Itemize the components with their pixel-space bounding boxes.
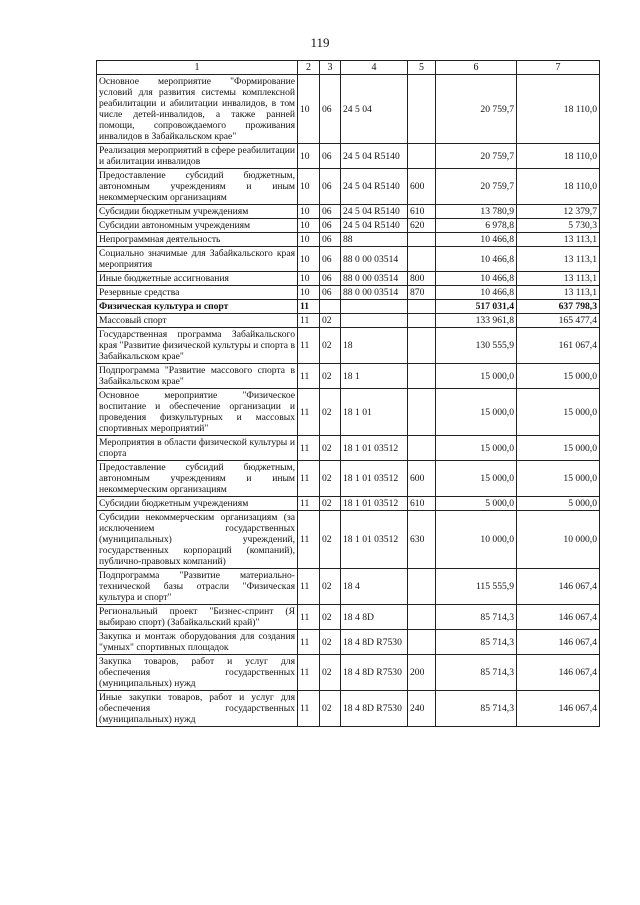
target-article-cell: 24 5 04 R5140 xyxy=(341,144,408,169)
amount-year1-cell: 20 759,7 xyxy=(436,169,517,205)
target-article-cell: 88 0 00 03514 xyxy=(341,272,408,286)
page-number: 119 xyxy=(310,35,330,50)
target-article-cell: 18 xyxy=(341,328,408,364)
table-header-row xyxy=(97,61,600,75)
amount-year1-cell: 6 978,8 xyxy=(436,219,517,233)
target-article-cell: 18 1 xyxy=(341,364,408,389)
amount-year2-cell: 12 379,7 xyxy=(517,205,600,219)
amount-year1-cell: 115 555,9 xyxy=(436,569,517,605)
section-code-cell: 10 xyxy=(298,205,320,219)
target-article-cell: 18 4 8D R7530 xyxy=(341,691,408,727)
subsection-code-cell: 02 xyxy=(320,328,341,364)
table-row xyxy=(97,364,600,389)
row-name-cell: Субсидии автономным учреждениям xyxy=(97,219,298,233)
amount-year2-cell: 18 110,0 xyxy=(517,169,600,205)
row-name-cell: Реализация мероприятий в сфере реабилитации и абилитации инвалидов xyxy=(97,144,298,169)
subsection-code-cell: 06 xyxy=(320,144,341,169)
target-article-cell xyxy=(341,300,408,314)
amount-year1-cell: 10 466,8 xyxy=(436,233,517,247)
table-row xyxy=(97,75,600,144)
subsection-code-cell: 06 xyxy=(320,233,341,247)
table-row xyxy=(97,497,600,511)
section-code-cell: 10 xyxy=(298,247,320,272)
amount-year1-cell: 10 000,0 xyxy=(436,511,517,569)
table-row xyxy=(97,169,600,205)
table-row xyxy=(97,328,600,364)
amount-year2-cell: 13 113,1 xyxy=(517,272,600,286)
amount-year1-cell: 85 714,3 xyxy=(436,691,517,727)
subsection-code-cell: 02 xyxy=(320,630,341,655)
section-code-cell: 10 xyxy=(298,75,320,144)
section-code-cell: 10 xyxy=(298,219,320,233)
amount-year2-cell: 15 000,0 xyxy=(517,364,600,389)
section-code-cell: 11 xyxy=(298,511,320,569)
subsection-code-cell: 06 xyxy=(320,205,341,219)
expense-type-cell xyxy=(408,630,436,655)
expense-type-cell: 200 xyxy=(408,655,436,691)
section-code-cell: 10 xyxy=(298,169,320,205)
amount-year1-cell: 10 466,8 xyxy=(436,247,517,272)
expense-type-cell xyxy=(408,328,436,364)
subsection-code-cell: 06 xyxy=(320,286,341,300)
table-row xyxy=(97,272,600,286)
expense-type-cell xyxy=(408,300,436,314)
amount-year2-cell: 13 113,1 xyxy=(517,286,600,300)
section-code-cell: 11 xyxy=(298,605,320,630)
target-article-cell: 24 5 04 xyxy=(341,75,408,144)
table-row xyxy=(97,286,600,300)
table-row xyxy=(97,389,600,436)
amount-year1-cell: 10 466,8 xyxy=(436,272,517,286)
section-code-cell: 10 xyxy=(298,272,320,286)
target-article-cell: 88 0 00 03514 xyxy=(341,286,408,300)
amount-year1-cell: 15 000,0 xyxy=(436,389,517,436)
column-header: 5 xyxy=(408,61,436,75)
subsection-code-cell: 02 xyxy=(320,461,341,497)
column-header: 1 xyxy=(97,61,298,75)
table-row xyxy=(97,247,600,272)
table-row xyxy=(97,655,600,691)
section-code-cell: 11 xyxy=(298,630,320,655)
expense-type-cell xyxy=(408,389,436,436)
amount-year1-cell: 13 780,9 xyxy=(436,205,517,219)
row-name-cell: Подпрограмма "Развитие массового спорта в Забайкальском крае" xyxy=(97,364,298,389)
amount-year1-cell: 133 961,8 xyxy=(436,314,517,328)
section-code-cell: 11 xyxy=(298,461,320,497)
amount-year2-cell: 15 000,0 xyxy=(517,389,600,436)
row-name-cell: Иные закупки товаров, работ и услуг для обеспечения государственных (муниципальных) нужд xyxy=(97,691,298,727)
row-name-cell: Субсидии бюджетным учреждениям xyxy=(97,205,298,219)
amount-year2-cell: 146 067,4 xyxy=(517,569,600,605)
target-article-cell: 24 5 04 R5140 xyxy=(341,169,408,205)
table-row xyxy=(97,511,600,569)
subsection-code-cell: 02 xyxy=(320,314,341,328)
row-name-cell: Иные бюджетные ассигнования xyxy=(97,272,298,286)
amount-year1-cell: 20 759,7 xyxy=(436,144,517,169)
target-article-cell: 18 1 01 xyxy=(341,389,408,436)
amount-year1-cell: 15 000,0 xyxy=(436,436,517,461)
amount-year2-cell: 161 067,4 xyxy=(517,328,600,364)
amount-year1-cell: 85 714,3 xyxy=(436,605,517,630)
target-article-cell: 88 0 00 03514 xyxy=(341,247,408,272)
subsection-code-cell: 06 xyxy=(320,272,341,286)
row-name-cell: Физическая культура и спорт xyxy=(97,300,298,314)
target-article-cell: 18 1 01 03512 xyxy=(341,511,408,569)
expense-type-cell xyxy=(408,605,436,630)
row-name-cell: Закупка и монтаж оборудования для создания "умных" спортивных площадок xyxy=(97,630,298,655)
table-row xyxy=(97,144,600,169)
subsection-code-cell: 02 xyxy=(320,691,341,727)
target-article-cell: 18 4 xyxy=(341,569,408,605)
section-code-cell: 10 xyxy=(298,144,320,169)
subsection-code-cell: 06 xyxy=(320,75,341,144)
amount-year1-cell: 85 714,3 xyxy=(436,630,517,655)
expense-type-cell xyxy=(408,436,436,461)
subsection-code-cell: 06 xyxy=(320,247,341,272)
expense-type-cell: 630 xyxy=(408,511,436,569)
table-row xyxy=(97,461,600,497)
table-row xyxy=(97,205,600,219)
column-header: 7 xyxy=(517,61,600,75)
section-code-cell: 11 xyxy=(298,655,320,691)
subsection-code-cell: 06 xyxy=(320,169,341,205)
column-header: 4 xyxy=(341,61,408,75)
expense-type-cell xyxy=(408,364,436,389)
subsection-code-cell: 02 xyxy=(320,605,341,630)
amount-year2-cell: 5 000,0 xyxy=(517,497,600,511)
amount-year1-cell: 85 714,3 xyxy=(436,655,517,691)
row-name-cell: Субсидии бюджетным учреждениям xyxy=(97,497,298,511)
target-article-cell: 18 4 8D xyxy=(341,605,408,630)
row-name-cell: Подпрограмма "Развитие материально-технической базы отрасли "Физическая культура и спорт" xyxy=(97,569,298,605)
amount-year2-cell: 165 477,4 xyxy=(517,314,600,328)
amount-year2-cell: 15 000,0 xyxy=(517,436,600,461)
row-name-cell: Массовый спорт xyxy=(97,314,298,328)
section-code-cell: 11 xyxy=(298,436,320,461)
target-article-cell: 18 4 8D R7530 xyxy=(341,655,408,691)
row-name-cell: Основное мероприятие "Физическое воспитание и обеспечение организации и проведения физкультурных и массовых спортивных мероприятий" xyxy=(97,389,298,436)
expense-type-cell: 870 xyxy=(408,286,436,300)
section-code-cell: 11 xyxy=(298,691,320,727)
target-article-cell: 18 4 8D R7530 xyxy=(341,630,408,655)
table-row xyxy=(97,219,600,233)
target-article-cell xyxy=(341,314,408,328)
amount-year2-cell: 146 067,4 xyxy=(517,655,600,691)
expense-type-cell xyxy=(408,247,436,272)
table-row xyxy=(97,691,600,727)
section-code-cell: 11 xyxy=(298,497,320,511)
row-name-cell: Предоставление субсидий бюджетным, автономным учреждениям и иным некоммерческим организациям xyxy=(97,461,298,497)
amount-year1-cell: 517 031,4 xyxy=(436,300,517,314)
subsection-code-cell: 02 xyxy=(320,655,341,691)
budget-table xyxy=(96,60,600,727)
column-header: 6 xyxy=(436,61,517,75)
expense-type-cell: 610 xyxy=(408,497,436,511)
row-name-cell: Закупка товаров, работ и услуг для обеспечения государственных (муниципальных) нужд xyxy=(97,655,298,691)
target-article-cell: 24 5 04 R5140 xyxy=(341,205,408,219)
amount-year2-cell: 146 067,4 xyxy=(517,605,600,630)
expense-type-cell: 240 xyxy=(408,691,436,727)
subsection-code-cell: 02 xyxy=(320,569,341,605)
subsection-code-cell xyxy=(320,300,341,314)
section-code-cell: 10 xyxy=(298,286,320,300)
section-code-cell: 11 xyxy=(298,300,320,314)
amount-year1-cell: 20 759,7 xyxy=(436,75,517,144)
table-row xyxy=(97,605,600,630)
amount-year1-cell: 5 000,0 xyxy=(436,497,517,511)
column-header: 2 xyxy=(298,61,320,75)
amount-year2-cell: 5 730,3 xyxy=(517,219,600,233)
row-name-cell: Непрограммная деятельность xyxy=(97,233,298,247)
amount-year1-cell: 15 000,0 xyxy=(436,461,517,497)
subsection-code-cell: 02 xyxy=(320,364,341,389)
target-article-cell: 18 1 01 03512 xyxy=(341,461,408,497)
amount-year2-cell: 18 110,0 xyxy=(517,75,600,144)
amount-year1-cell: 130 555,9 xyxy=(436,328,517,364)
table-row xyxy=(97,233,600,247)
row-name-cell: Региональный проект "Бизнес-спринт (Я выбираю спорт) (Забайкальский край)" xyxy=(97,605,298,630)
expense-type-cell xyxy=(408,569,436,605)
table-row xyxy=(97,436,600,461)
subsection-code-cell: 02 xyxy=(320,389,341,436)
column-header: 3 xyxy=(320,61,341,75)
subsection-code-cell: 06 xyxy=(320,219,341,233)
expense-type-cell xyxy=(408,233,436,247)
section-code-cell: 11 xyxy=(298,314,320,328)
subsection-code-cell: 02 xyxy=(320,511,341,569)
subsection-code-cell: 02 xyxy=(320,436,341,461)
row-name-cell: Мероприятия в области физической культуры и спорта xyxy=(97,436,298,461)
amount-year1-cell: 10 466,8 xyxy=(436,286,517,300)
expense-type-cell: 600 xyxy=(408,169,436,205)
amount-year2-cell: 13 113,1 xyxy=(517,247,600,272)
expense-type-cell xyxy=(408,314,436,328)
row-name-cell: Государственная программа Забайкальского края "Развитие физической культуры и спорта в Забайкальском крае" xyxy=(97,328,298,364)
row-name-cell: Субсидии некоммерческим организациям (за исключением государственных (муниципальных) учреждений, государственных корпораций (компаний), публично-правовых компаний) xyxy=(97,511,298,569)
table-row xyxy=(97,569,600,605)
table-row xyxy=(97,314,600,328)
target-article-cell: 18 1 01 03512 xyxy=(341,497,408,511)
target-article-cell: 88 xyxy=(341,233,408,247)
amount-year2-cell: 18 110,0 xyxy=(517,144,600,169)
table-row xyxy=(97,630,600,655)
amount-year2-cell: 637 798,3 xyxy=(517,300,600,314)
amount-year2-cell: 10 000,0 xyxy=(517,511,600,569)
target-article-cell: 24 5 04 R5140 xyxy=(341,219,408,233)
expense-type-cell: 620 xyxy=(408,219,436,233)
subsection-code-cell: 02 xyxy=(320,497,341,511)
row-name-cell: Основное мероприятие "Формирование условий для развития системы комплексной реабилитации и абилитации инвалидов, в том числе детей-инвалидов, а также ранней помощи, сопровождаемого проживания инвалидов в Забайкальском крае" xyxy=(97,75,298,144)
section-code-cell: 10 xyxy=(298,233,320,247)
section-code-cell: 11 xyxy=(298,364,320,389)
row-name-cell: Социально значимые для Забайкальского края мероприятия xyxy=(97,247,298,272)
expense-type-cell: 600 xyxy=(408,461,436,497)
expense-type-cell xyxy=(408,75,436,144)
expense-type-cell xyxy=(408,144,436,169)
target-article-cell: 18 1 01 03512 xyxy=(341,436,408,461)
expense-type-cell: 610 xyxy=(408,205,436,219)
section-code-cell: 11 xyxy=(298,328,320,364)
section-code-cell: 11 xyxy=(298,389,320,436)
expense-type-cell: 800 xyxy=(408,272,436,286)
row-name-cell: Резервные средства xyxy=(97,286,298,300)
amount-year2-cell: 146 067,4 xyxy=(517,630,600,655)
row-name-cell: Предоставление субсидий бюджетным, автономным учреждениям и иным некоммерческим организациям xyxy=(97,169,298,205)
table-row xyxy=(97,300,600,314)
amount-year2-cell: 13 113,1 xyxy=(517,233,600,247)
amount-year2-cell: 15 000,0 xyxy=(517,461,600,497)
amount-year1-cell: 15 000,0 xyxy=(436,364,517,389)
section-code-cell: 11 xyxy=(298,569,320,605)
amount-year2-cell: 146 067,4 xyxy=(517,691,600,727)
